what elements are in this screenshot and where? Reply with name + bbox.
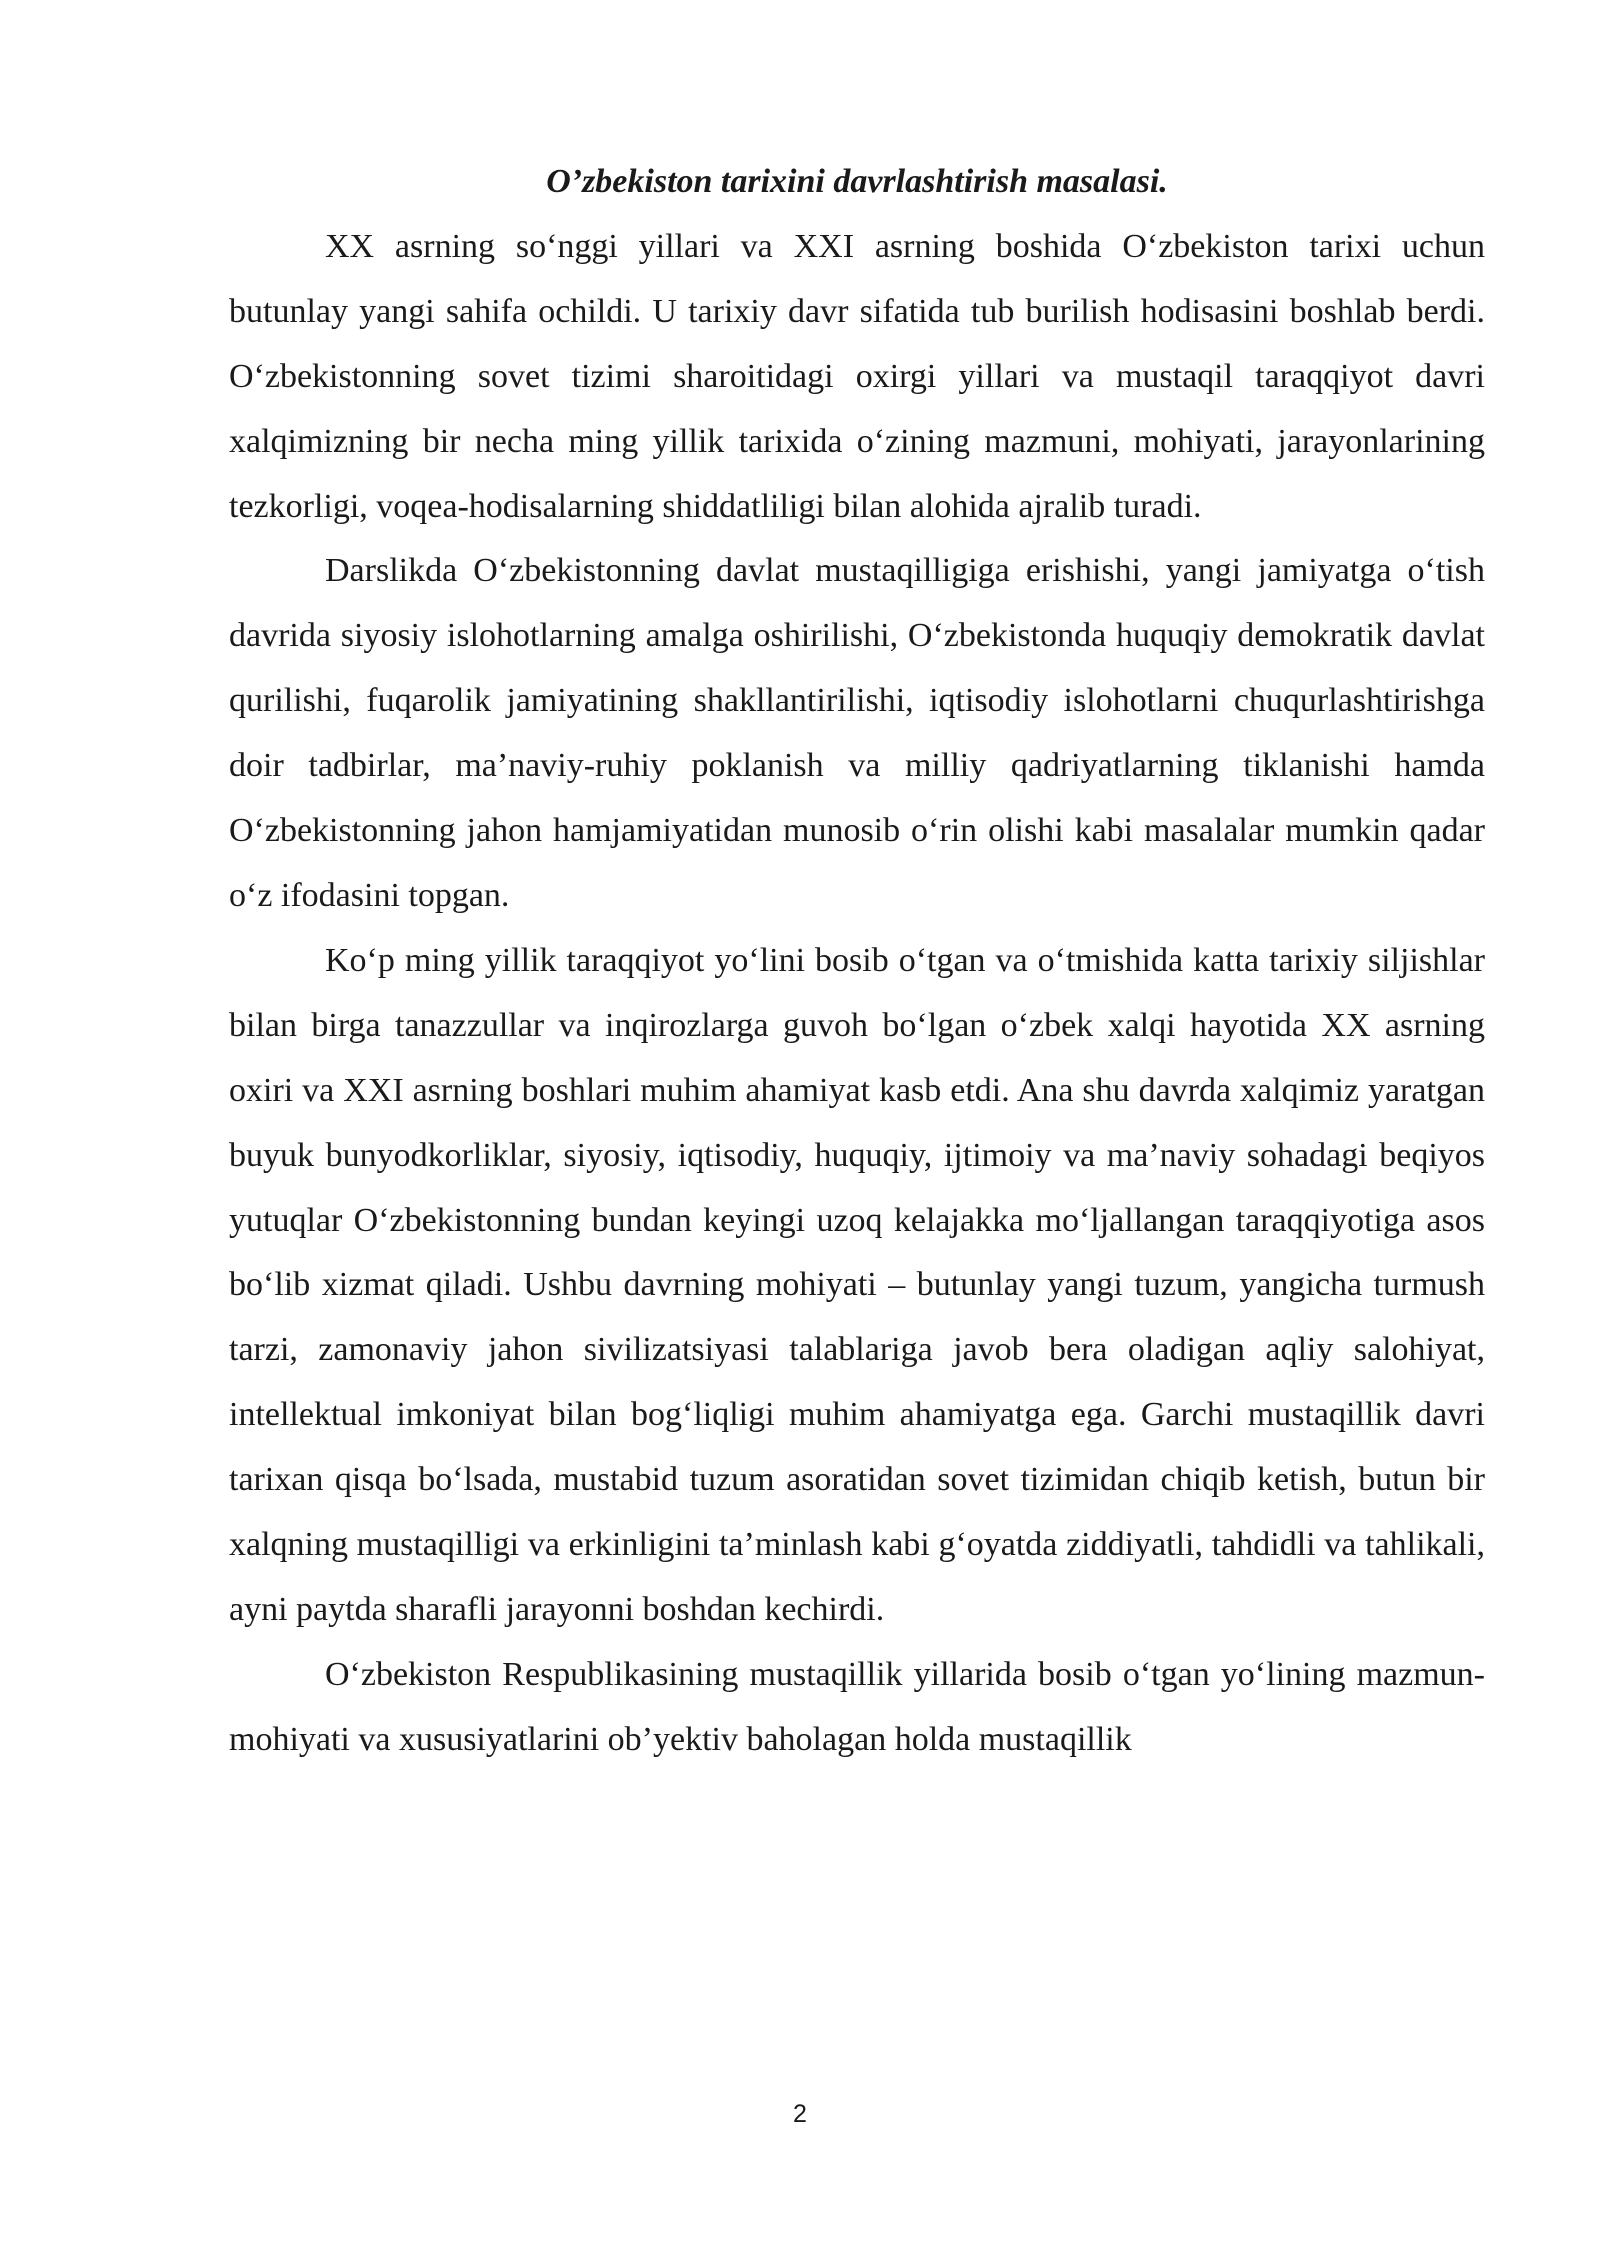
document-title: O’zbekiston tarixini davrlashtirish masalasi. [546,163,1168,200]
page-number: 2 [793,2100,807,2128]
paragraph: XX asrning so‘nggi yillari va XXI asrning boshida O‘zbekiston tarixi uchun butunlay yangi sahifa ochildi. U tarixiy davr sifatida tub burilish hodisasini boshlab berdi. O‘zbekistonning sovet tizimi sharoitidagi oxirgi yillari va mustaqil taraqqiyot davri xalqimizning bir necha ming yillik tarixida o‘zining mazmuni, mohiyati, jarayonlarining tezkorligi, voqea-hodisalarning shiddatliligi bilan alohida ajralib turadi. [229,227,1485,525]
paragraph: O‘zbekiston Respublikasining mustaqillik yillarida bosib o‘tgan yo‘lining mazmun-mohiyati va xususiyatlarini ob’yektiv baholagan holda mustaqillik [229,1655,1485,1758]
paragraph: Darslikda O‘zbekistonning davlat mustaqilligiga erishishi, yangi jamiyatga o‘tish davrida siyosiy islohotlarning amalga oshirilishi, O‘zbekistonda huquqiy demokratik davlat qurilishi, fuqarolik jamiyatining shakllantirilishi, iqtisodiy islohotlarni chuqurlashtirishga doir tadbirlar, ma’naviy-ruhiy poklanish va milliy qadriyatlarning tiklanishi hamda O‘zbekistonning jahon hamjamiyatidan munosib o‘rin olishi kabi masalalar mumkin qadar o‘z ifodasini topgan. [229,552,1485,914]
paragraph: Ko‘p ming yillik taraqqiyot yo‘lini bosib o‘tgan va o‘tmishida katta tarixiy siljishlar bilan birga tanazzullar va inqirozlarga guvoh bo‘lgan o‘zbek xalqi hayotida XX asrning oxiri va XXI asrning boshlari muhim ahamiyat kasb etdi. Ana shu davrda xalqimiz yaratgan buyuk bunyodkorliklar, siyosiy, iqtisodiy, huquqiy, ijtimoiy va ma’naviy sohadagi beqiyos yutuqlar O‘zbekistonning bundan keyingi uzoq kelajakka mo‘ljallangan taraqqiyotiga asos bo‘lib xizmat qiladi. Ushbu davrning mohiyati – butunlay yangi tuzum, yangicha turmush tarzi, zamonaviy jahon sivilizatsiyasi talablariga javob bera oladigan aqliy salohiyat, intellektual imkoniyat bilan bog‘liqligi muhim ahamiyatga ega. Garchi mustaqillik davri tarixan qisqa bo‘lsada, mustabid tuzum asoratidan sovet tizimidan chiqib ketish, butun bir xalqning mustaqilligi va erkinligini ta’minlash kabi g‘oyatda ziddiyatli, tahdidli va tahlikali, ayni paytda sharafli jarayonni boshdan kechirdi. [229,941,1485,1628]
page-body [229,150,1485,1773]
